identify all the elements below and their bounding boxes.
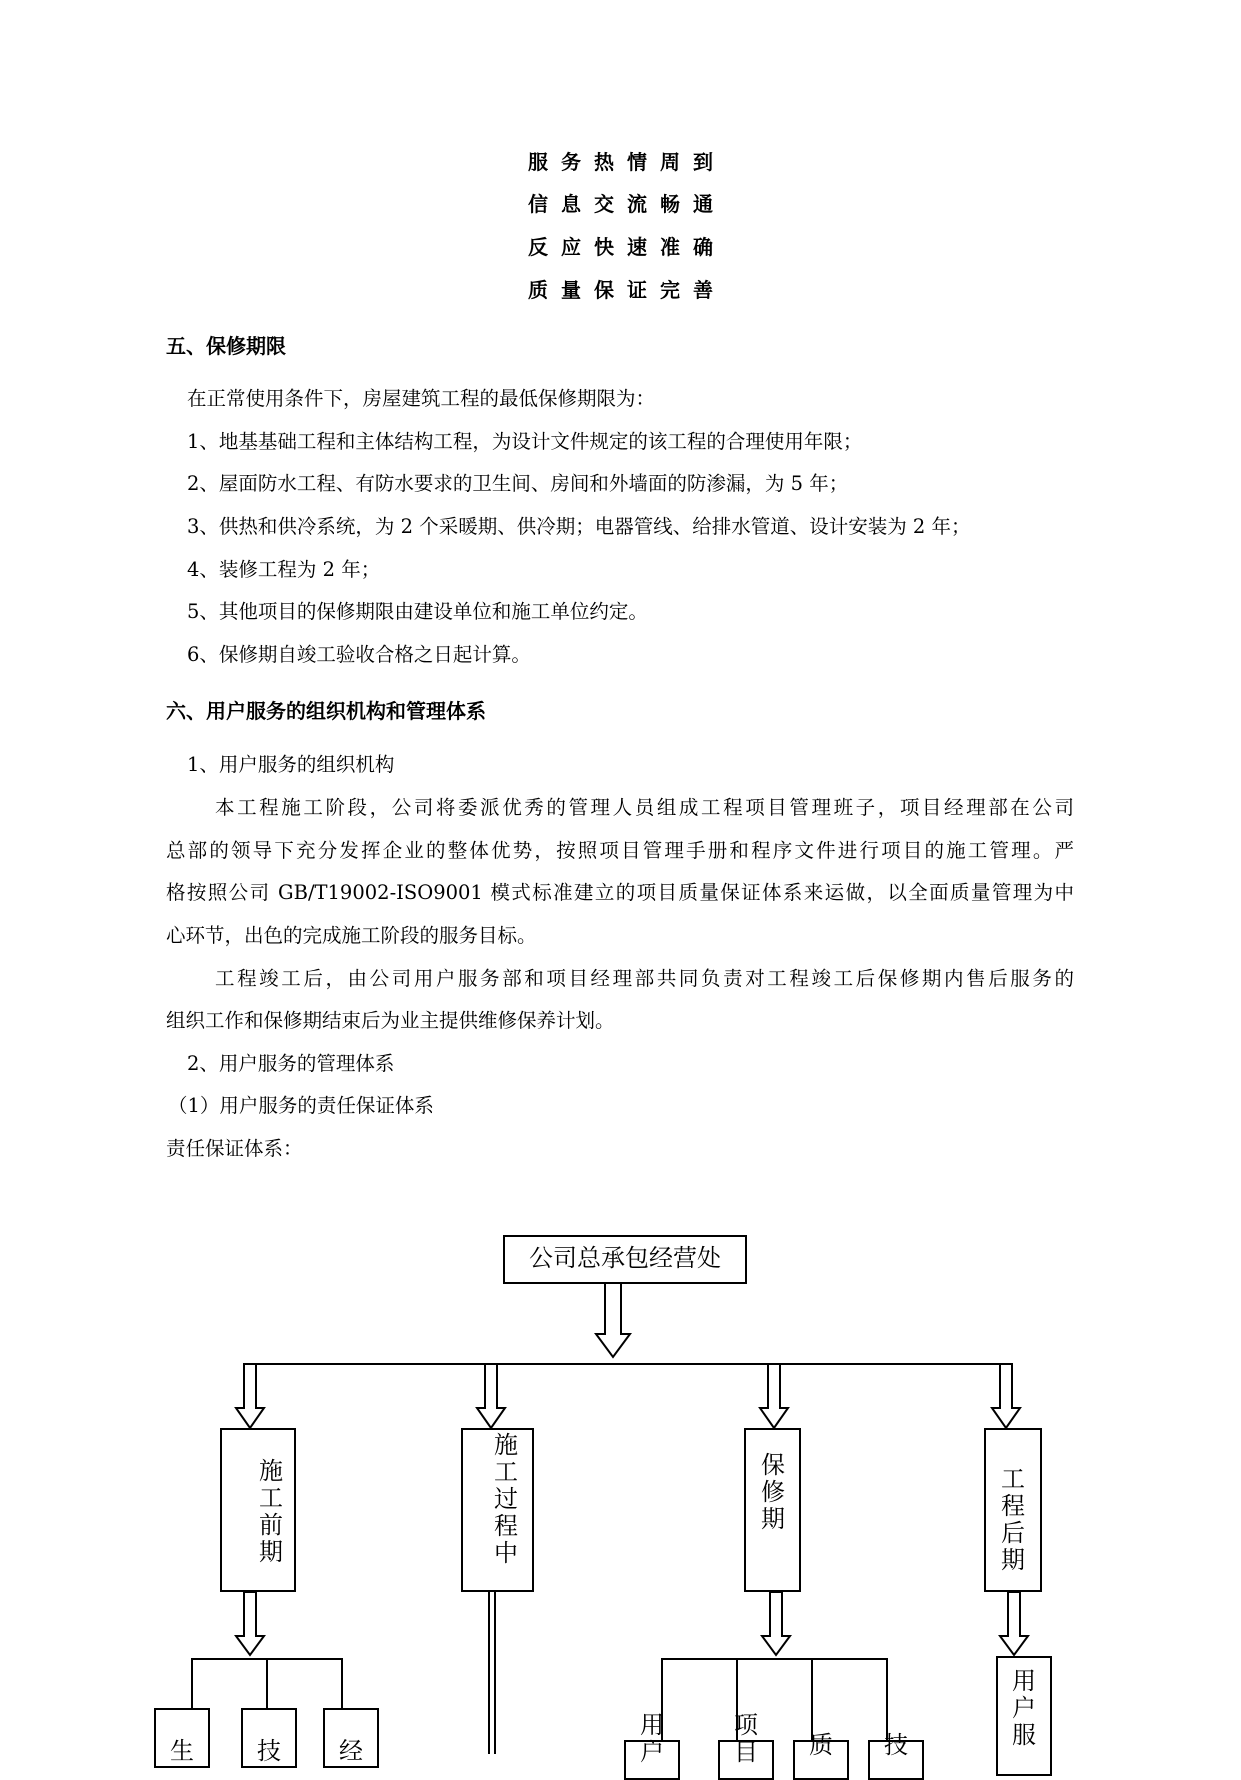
slogan-4: 质量保证完善	[528, 278, 726, 302]
section-6-sub2-label: 责任保证体系：	[166, 1137, 303, 1160]
org-top-box	[503, 1235, 747, 1284]
section-6-heading: 六、用户服务的组织机构和管理体系	[166, 699, 486, 723]
org-stage-box-2	[461, 1428, 534, 1592]
section-6-sub1: 1、用户服务的组织机构	[187, 753, 395, 776]
org-child-1-2-label: 技	[257, 1737, 281, 1765]
org-child-4-1-label: 用户服	[1012, 1667, 1036, 1749]
org-child-3-3-label: 质	[809, 1731, 833, 1759]
para2-line-1: 工程竣工后，由公司用户服务部和项目经理部共同负责对工程竣工后保修期内售后服务的	[215, 967, 1074, 990]
org-stage-box-1	[220, 1428, 296, 1592]
org-child-1-2	[241, 1708, 297, 1768]
org-stage-label-2: 施工过程中	[494, 1431, 518, 1567]
org-child-3-2-label: 项目	[734, 1711, 758, 1766]
slogan-3: 反应快速准确	[528, 235, 726, 259]
org-child-4-1	[996, 1656, 1052, 1776]
section-6-sub2-1: （1）用户服务的责任保证体系	[168, 1094, 434, 1117]
warranty-item-6: 6、保修期自竣工验收合格之日起计算。	[187, 643, 531, 666]
org-child-3-3	[793, 1731, 849, 1780]
org-child-3-2	[718, 1711, 774, 1780]
org-child-1-3-label: 经	[339, 1737, 363, 1765]
warranty-item-4: 4、装修工程为 2 年；	[187, 558, 381, 581]
org-child-3-4	[868, 1731, 924, 1780]
org-child-3-4-label: 技	[884, 1731, 908, 1759]
slogan-2: 信息交流畅通	[528, 192, 726, 216]
warranty-item-5: 5、其他项目的保修期限由建设单位和施工单位约定。	[187, 600, 648, 623]
org-stage-label-3: 保修期	[761, 1451, 785, 1533]
slogan-1: 服务热情周到	[528, 150, 726, 174]
org-child-3-1	[624, 1711, 680, 1780]
warranty-item-2: 2、屋面防水工程、有防水要求的卫生间、房间和外墙面的防渗漏，为 5 年；	[187, 472, 849, 495]
para1-line-4: 心环节，出色的完成施工阶段的服务目标。	[166, 924, 537, 947]
para2-line-2: 组织工作和保修期结束后为业主提供维修保养计划。	[166, 1009, 615, 1032]
org-child-3-1-label: 用户	[640, 1711, 664, 1766]
para1-line-2: 总部的领导下充分发挥企业的整体优势，按照项目管理手册和程序文件进行项目的施工管理。严	[166, 839, 1074, 862]
warranty-item-3: 3、供热和供冷系统，为 2 个采暖期、供冷期；电器管线、给排水管道、设计安装为 2 年；	[187, 515, 971, 538]
org-child-1-1-label: 生	[170, 1737, 194, 1765]
org-stage-label-1: 施工前期	[259, 1457, 283, 1566]
org-child-1-3	[323, 1708, 379, 1768]
org-stage-box-4	[984, 1428, 1042, 1592]
para1-line-1: 本工程施工阶段，公司将委派优秀的管理人员组成工程项目管理班子，项目经理部在公司	[215, 796, 1074, 819]
org-stage-box-3	[744, 1428, 801, 1592]
org-top-label: 公司总承包经营处	[529, 1244, 721, 1272]
warranty-item-1: 1、地基基础工程和主体结构工程，为设计文件规定的该工程的合理使用年限；	[187, 430, 863, 453]
org-child-1-1	[154, 1708, 210, 1768]
section-5-heading: 五、保修期限	[166, 334, 286, 358]
section-6-sub2: 2、用户服务的管理体系	[187, 1052, 395, 1075]
section-5-intro: 在正常使用条件下，房屋建筑工程的最低保修期限为：	[187, 387, 656, 410]
para1-line-3: 格按照公司 GB/T19002-ISO9001 模式标准建立的项目质量保证体系来运做，以全面质量管理为中	[166, 881, 1074, 904]
org-stage-label-4: 工程后期	[1001, 1465, 1025, 1574]
